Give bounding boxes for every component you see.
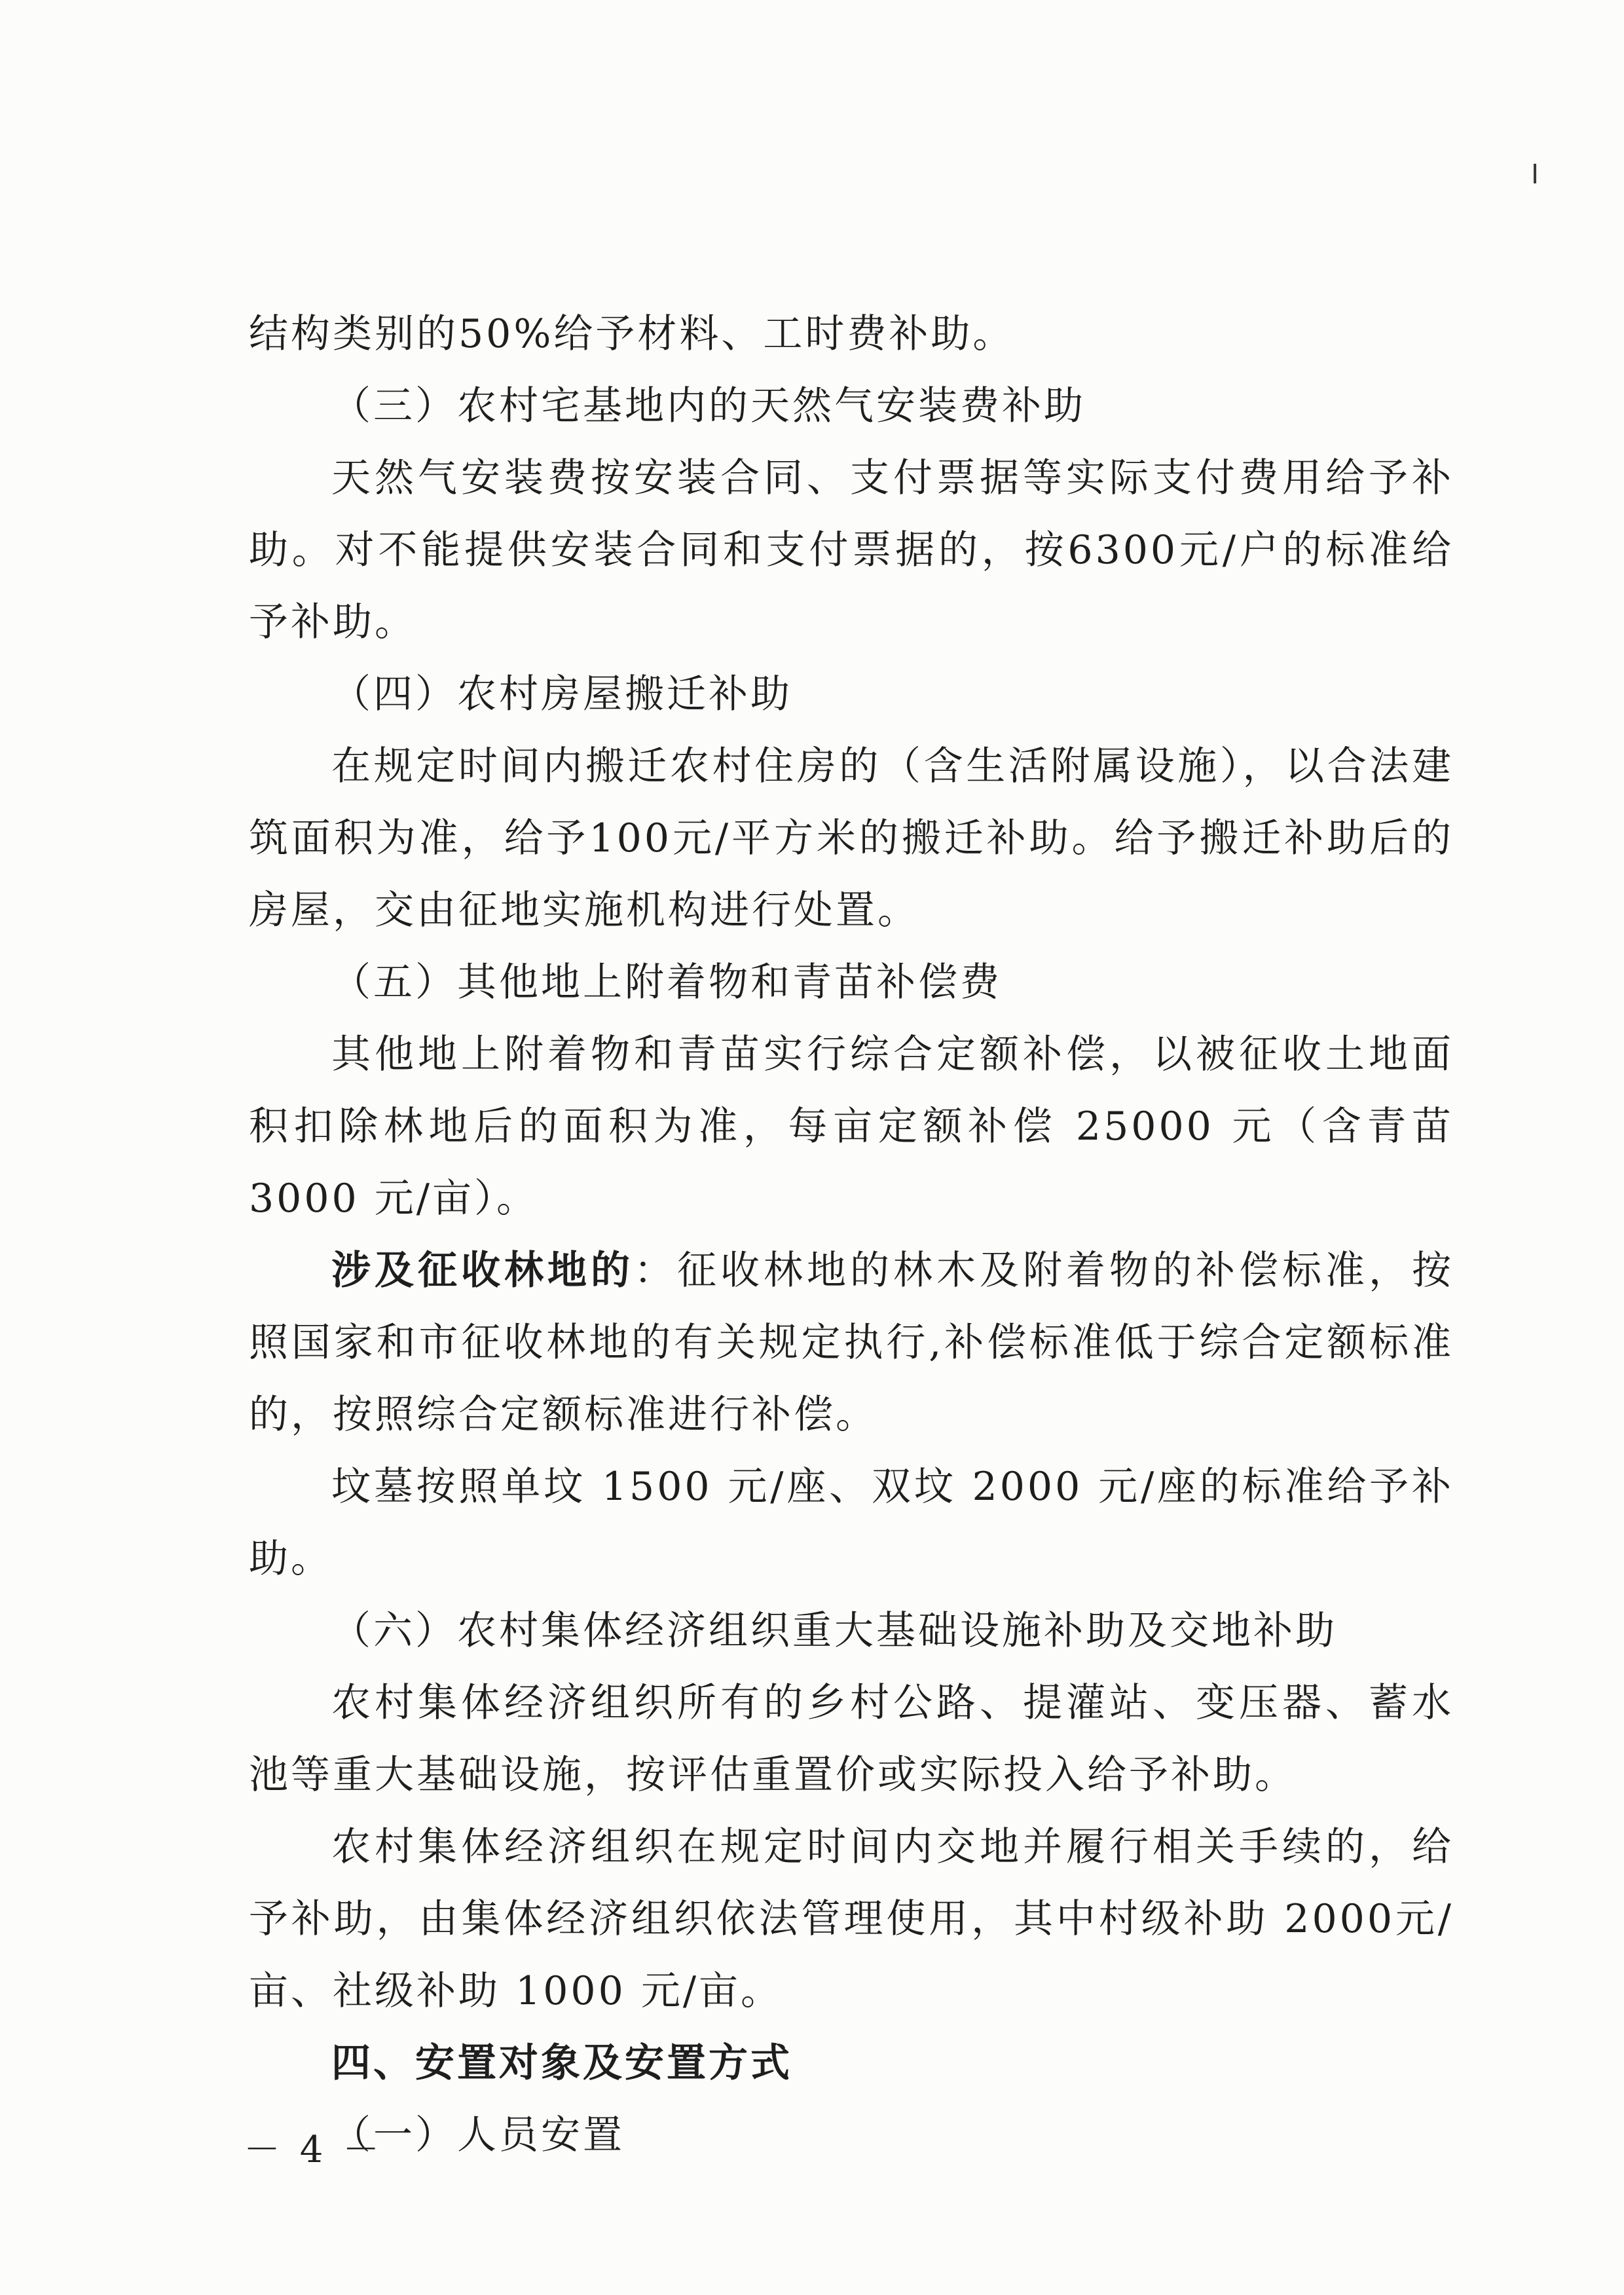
subheading-5: （五）其他地上附着物和青苗补偿费 — [331, 960, 1002, 1005]
paragraph-text: ：征收林地的林木及附着物的补偿标准，按照国家和市征收林地的有关规定执行,补偿标准低于综合定额标准的，按照综合定额标准进行补偿。 — [249, 1248, 1454, 1438]
paragraph: 农村集体经济组织所有的乡村公路、提灌站、变压器、蓄水池等重大基础设施，按评估重置价或实际投入给予补助。 — [249, 1680, 1454, 1798]
subheading-6: （六）农村集体经济组织重大基础设施补助及交地补助 — [331, 1608, 1337, 1654]
scan-mark — [1534, 164, 1536, 183]
bold-lead-text: 涉及征收林地的 — [331, 1248, 634, 1294]
subheading-3: （三）农村宅基地内的天然气安装费补助 — [331, 383, 1086, 429]
paragraph: 坟墓按照单坟 1500 元/座、双坟 2000 元/座的标准给予补助。 — [249, 1464, 1454, 1582]
paragraph: 其他地上附着物和青苗实行综合定额补偿，以被征收土地面积扣除林地后的面积为准，每亩定额补偿 25000 元（含青苗3000 元/亩）。 — [249, 1032, 1454, 1222]
document-body — [249, 298, 1454, 2171]
page-number: － 4 － — [244, 2129, 384, 2171]
subheading-1: （一）人员安置 — [331, 2112, 625, 2158]
paragraph: 农村集体经济组织在规定时间内交地并履行相关手续的，给予补助，由集体经济组织依法管理使用，其中村级补助 2000元/亩、社级补助 1000 元/亩。 — [249, 1824, 1454, 2014]
paragraph: 在规定时间内搬迁农村住房的（含生活附属设施），以合法建筑面积为准，给予100元/平方米的搬迁补助。给予搬迁补助后的房屋，交由征地实施机构进行处置。 — [249, 743, 1454, 933]
paragraph: 结构类别的50%给予材料、工时费补助。 — [249, 311, 1015, 357]
subheading-4: （四）农村房屋搬迁补助 — [331, 671, 792, 717]
paragraph: 天然气安装费按安装合同、支付票据等实际支付费用给予补助。对不能提供安装合同和支付票据的，按6300元/户的标准给予补助。 — [249, 455, 1454, 645]
paragraph-forest-land — [249, 1235, 1454, 1451]
section-heading-4: 四、安置对象及安置方式 — [331, 2040, 792, 2086]
